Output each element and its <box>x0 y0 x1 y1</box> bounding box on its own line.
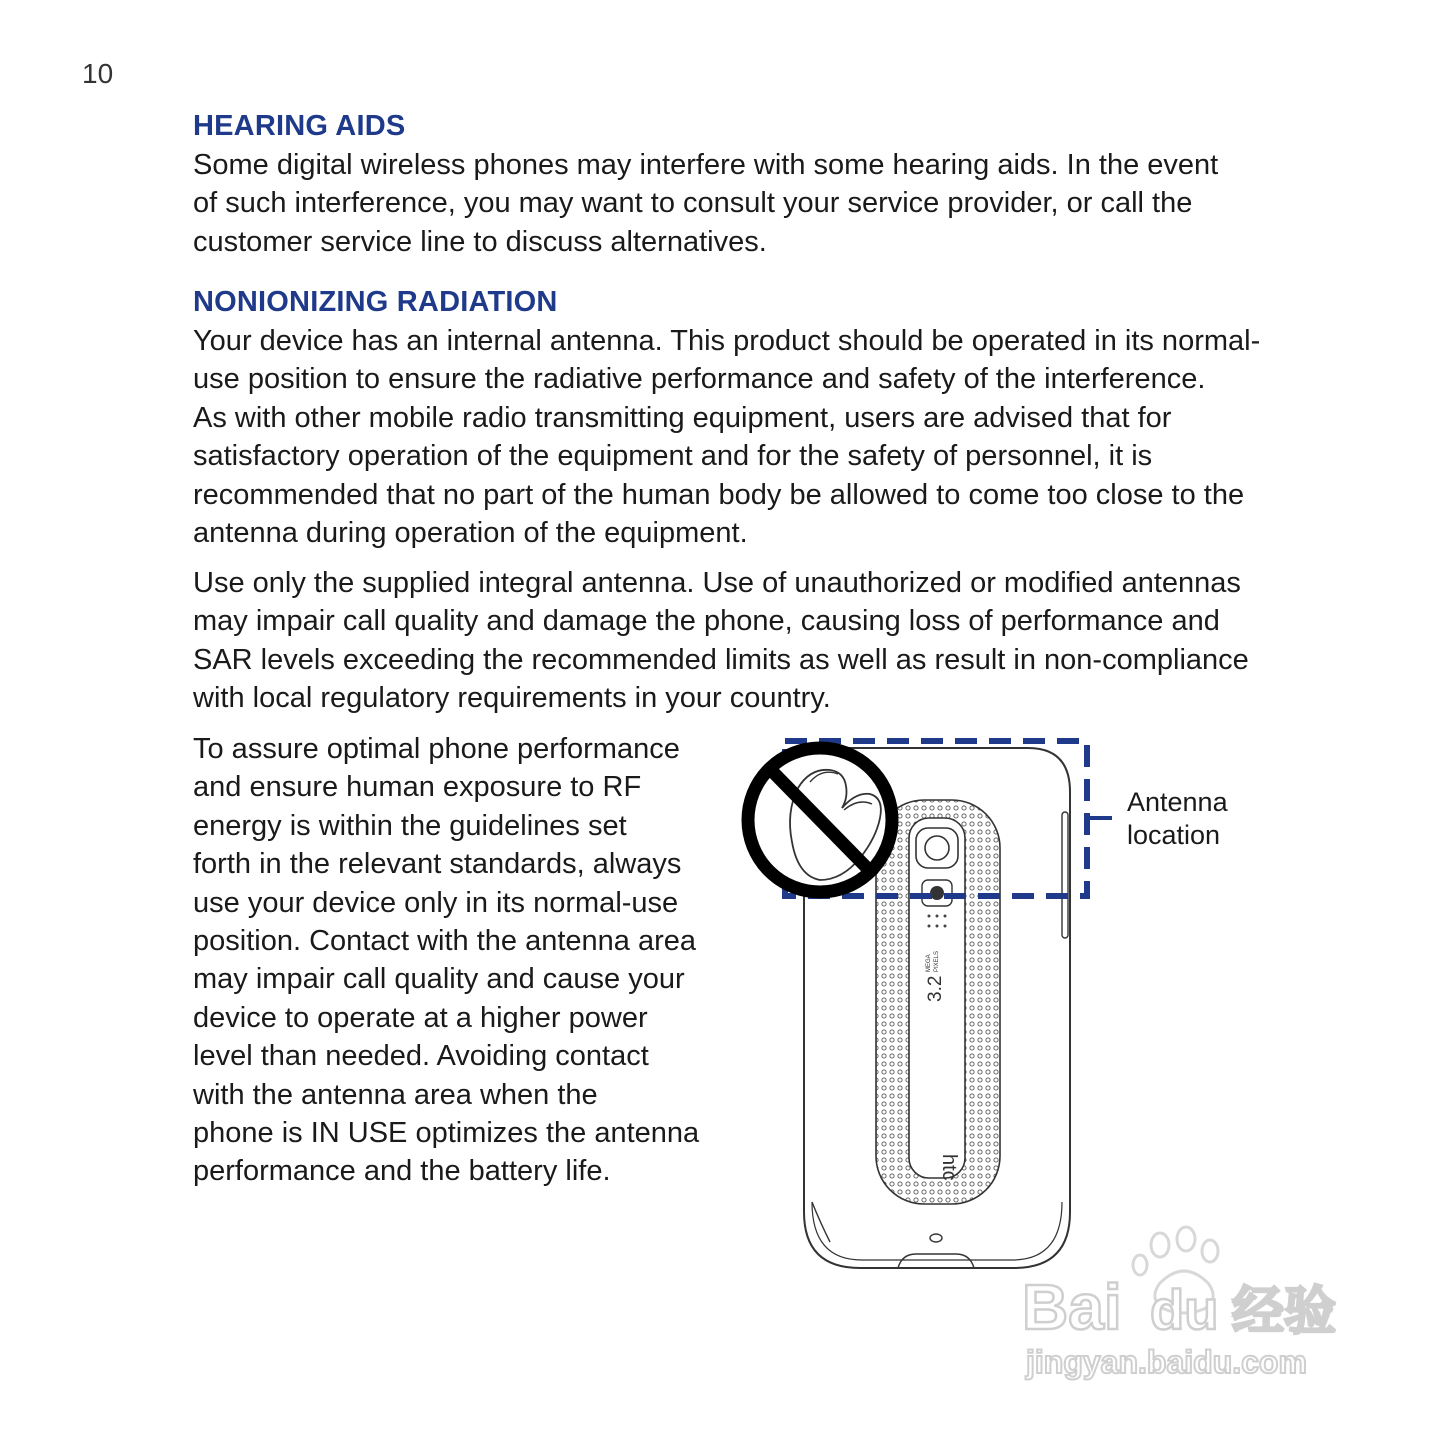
nonionizing-heading: NONIONIZING RADIATION <box>193 286 558 318</box>
text-line: energy is within the guidelines set <box>193 809 627 842</box>
watermark-cn: 经验 <box>1232 1282 1337 1342</box>
brand-logo-text: htc <box>938 1154 960 1181</box>
hearing-aids-heading: HEARING AIDS <box>193 110 406 142</box>
watermark-brand: Bai <box>1022 1271 1122 1343</box>
hearing-aids-section <box>193 108 1313 261</box>
antenna-use-paragraph <box>193 564 1313 718</box>
antenna-label-line1: Antenna <box>1127 787 1228 817</box>
text-line: satisfactory operation of the equipment and for the safety of personnel, it is <box>193 440 1153 473</box>
text-line: use your device only in its normal-use <box>193 886 679 919</box>
camera-mega-label: MEGA <box>926 954 932 972</box>
camera-megapixel-label: 3.2 <box>925 975 946 1002</box>
text-line: forth in the relevant standards, always <box>193 848 682 881</box>
assure-performance-paragraph <box>193 730 738 1191</box>
text-line: use position to ensure the radiative performance and safety of the interference. <box>193 363 1206 396</box>
text-line: Some digital wireless phones may interfere with some hearing aids. In the event <box>193 149 1219 181</box>
text-line: of such interference, you may want to consult your service provider, or call the <box>193 187 1193 220</box>
text-line: and ensure human exposure to RF <box>193 771 642 804</box>
hearing-aids-paragraph <box>193 146 1313 261</box>
text-line: performance and the battery life. <box>193 1155 611 1188</box>
text-line: As with other mobile radio transmitting equipment, users are advised that for <box>193 401 1172 434</box>
text-line: with the antenna area when the <box>193 1078 598 1111</box>
antenna-location-label <box>1127 786 1228 852</box>
text-line: phone is IN USE optimizes the antenna <box>193 1117 700 1150</box>
text-line: position. Contact with the antenna area <box>193 925 696 958</box>
text-line: level than needed. Avoiding contact <box>193 1040 649 1073</box>
watermark-url: jingyan.baidu.com <box>1026 1344 1307 1380</box>
text-line: device to operate at a higher power <box>193 1001 648 1034</box>
baidu-watermark <box>1010 1225 1360 1395</box>
text-line: with local regulatory requirements in your country. <box>193 682 831 715</box>
nonionizing-paragraph <box>193 322 1313 552</box>
camera-pixels-label: PIXELS <box>934 950 940 972</box>
text-line: Use only the supplied integral antenna. Use of unauthorized or modified antennas <box>193 567 1241 599</box>
phone-antenna-figure <box>728 732 1148 1292</box>
text-line: may impair call quality and cause your <box>193 963 685 996</box>
text-line: To assure optimal phone performance <box>193 733 680 765</box>
text-line: SAR levels exceeding the recommended limits as well as result in non-compliance <box>193 643 1249 676</box>
antenna-label-line2: location <box>1127 820 1221 850</box>
text-line: Your device has an internal antenna. This product should be operated in its normal- <box>193 325 1261 357</box>
text-line: may impair call quality and damage the phone, causing loss of performance and <box>193 605 1220 638</box>
page-number: 10 <box>82 58 114 89</box>
text-line: recommended that no part of the human body be allowed to come too close to the <box>193 478 1245 511</box>
nonionizing-section <box>193 284 1313 552</box>
side-button <box>1062 812 1068 938</box>
text-line: antenna during operation of the equipment. <box>193 517 748 550</box>
no-touch-icon <box>742 742 898 898</box>
text-line: customer service line to discuss alternatives. <box>193 225 767 258</box>
watermark-brand-du: du <box>1150 1278 1219 1341</box>
